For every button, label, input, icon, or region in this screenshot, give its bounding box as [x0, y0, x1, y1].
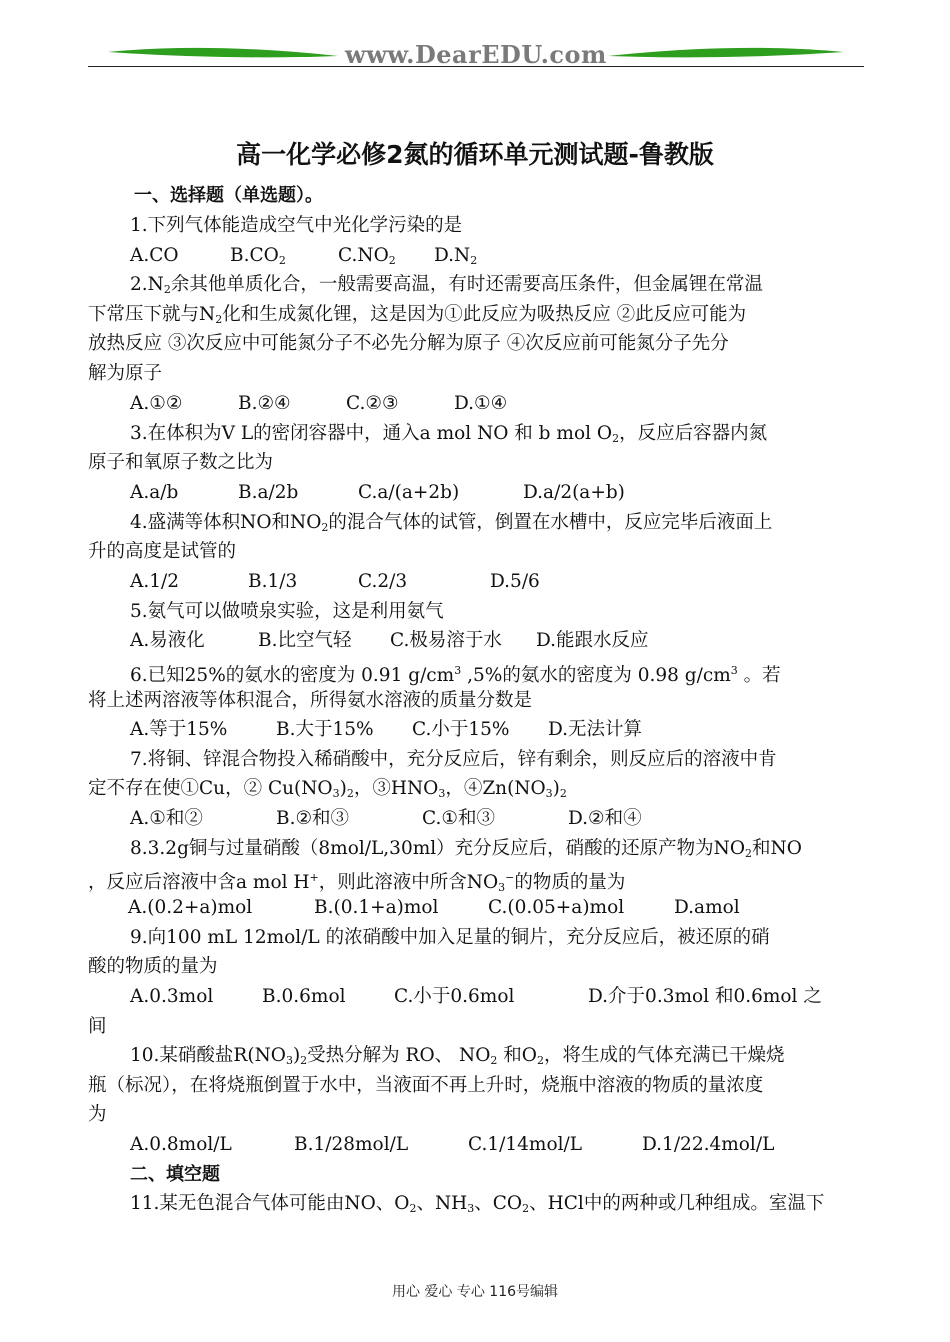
option-a: A.等于15%	[130, 719, 228, 740]
option-c: C.小于15%	[412, 719, 510, 740]
question-2-stem-line1: $2.N_2$余其他单质化合，一般需要高温，有时还需要高压条件，但金属锂在常温	[130, 274, 763, 296]
option-b: B.1/28mol/L	[294, 1134, 409, 1155]
question-9-stem-line1: 9.向100 mL 12mol/L 的浓硝酸中加入足量的铜片，充分反应后，被还原的硝	[130, 927, 770, 948]
option-d: D.介于0.3mol 和0.6mol 之	[588, 986, 822, 1007]
question-2-stem-line3: 放热反应 ③次反应中可能氮分子不必先分解为原子 ④次反应前可能氮分子先分	[88, 333, 729, 354]
option-b: B.1/3	[248, 571, 298, 592]
question-8-options	[128, 895, 740, 921]
option-a: A.①和②	[130, 808, 203, 829]
option-b: B.0.6mol	[262, 986, 346, 1007]
question-10-options	[130, 1132, 774, 1158]
option-b: B.a/2b	[238, 482, 299, 503]
option-d: D.①④	[454, 393, 508, 414]
question-7-stem-line2: 定不存在使①Cu，② $Cu(NO_3)_2$，$③HNO_3$，$④Zn(NO_3)_2$	[88, 778, 567, 800]
question-6-options	[130, 717, 642, 743]
question-3-options	[130, 480, 625, 506]
question-3-stem-line2: 原子和氧原子数之比为	[88, 452, 274, 473]
option-b: B.比空气轻	[258, 630, 352, 651]
option-a: A.a/b	[130, 482, 179, 503]
option-c: C.极易溶于水	[390, 630, 502, 651]
question-3-stem-line1: 3.在体积为V L的密闭容器中，通入a mol NO 和 b mol $O_2$，反应后容器内氮	[130, 423, 768, 445]
section-heading-choice: 一、选择题（单选题）。	[134, 185, 323, 206]
question-4-options	[130, 569, 540, 595]
option-b: B.(0.1+a)mol	[314, 897, 439, 918]
page-footer: 用心 爱心 专心 116号编辑	[391, 1284, 559, 1300]
option-a: A.易液化	[130, 630, 205, 651]
question-2-options	[130, 391, 507, 417]
option-d: D.5/6	[490, 571, 540, 592]
question-9-options	[130, 984, 822, 1010]
question-11-stem: 11.某无色混合气体可能由NO、$O_2$、$NH_3$、$CO_2$、HCl中的两种或几种组成。室温下	[130, 1193, 825, 1215]
question-4-stem-line1: 4.盛满等体积NO和$NO_2$的混合气体的试管，倒置在水槽中，反应完毕后液面上	[130, 512, 773, 534]
question-1-stem: 1.下列气体能造成空气中光化学污染的是	[130, 215, 463, 236]
option-b: B.②和③	[276, 808, 350, 829]
question-8-stem-line1: 8.3.2g铜与过量硝酸（8mol/L,30ml）充分反应后，硝酸的还原产物为$NO_2$和NO	[130, 838, 802, 860]
question-4-stem-line2: 升的高度是试管的	[88, 541, 237, 562]
question-5-options	[130, 628, 649, 654]
option-d: $D.N_2$	[434, 245, 478, 267]
option-a: A.CO	[130, 245, 179, 266]
option-d: D.②和④	[568, 808, 642, 829]
option-d: D.能跟水反应	[536, 630, 649, 651]
option-d: D.1/22.4mol/L	[642, 1134, 775, 1155]
option-c: $C.NO_2$	[338, 245, 396, 267]
question-10-stem-line3: 为	[88, 1104, 107, 1125]
option-a: A.0.3mol	[130, 986, 214, 1007]
question-9-option-d-wrap: 间	[88, 1016, 107, 1037]
option-a: A.(0.2+a)mol	[128, 897, 253, 918]
option-c: C.①和③	[422, 808, 495, 829]
question-6-stem-line1: 6.已知25%的氨水的密度为 0.91 $g/cm^3$ ,5%的氨水的密度为 0.98 $g/cm^3$ 。若	[130, 664, 781, 686]
page-title: 高一化学必修2氮的循环单元测试题-鲁教版	[236, 140, 714, 169]
option-d: D.a/2(a+b)	[523, 482, 625, 503]
question-8-stem-line2: ，反应后溶液中含a mol H+，则此溶液中所含$NO_3^-$的物质的量为	[88, 871, 626, 894]
option-c: C.(0.05+a)mol	[488, 897, 625, 918]
option-c: C.2/3	[358, 571, 408, 592]
question-2-stem-line2: 下常压下就与$N_2$化和生成氮化锂，这是因为①此反应为吸热反应 ②此反应可能为	[88, 304, 747, 326]
option-a: A.1/2	[130, 571, 180, 592]
question-9-stem-line2: 酸的物质的量为	[88, 956, 218, 977]
option-a: A.0.8mol/L	[130, 1134, 232, 1155]
option-c: C.小于0.6mol	[394, 986, 515, 1007]
option-c: C.1/14mol/L	[468, 1134, 583, 1155]
question-7-stem-line1: 7.将铜、锌混合物投入稀硝酸中，充分反应后，锌有剩余，则反应后的溶液中肯	[130, 749, 777, 770]
question-6-stem-line2: 将上述两溶液等体积混合，所得氨水溶液的质量分数是	[88, 690, 533, 711]
site-logo[interactable]: www.DearEDU.com	[345, 40, 607, 69]
option-b: B.大于15%	[276, 719, 374, 740]
question-1-options	[130, 243, 477, 274]
header-rule	[88, 66, 864, 67]
option-c: C.②③	[346, 393, 399, 414]
option-a: A.①②	[130, 393, 183, 414]
question-7-options	[130, 806, 642, 832]
option-d: D.amol	[674, 897, 740, 918]
question-10-stem-line2: 瓶（标况），在将烧瓶倒置于水中，当液面不再上升时，烧瓶中溶液的物质的量浓度	[88, 1075, 764, 1096]
question-2-stem-line4: 解为原子	[88, 363, 163, 384]
option-c: C.a/(a+2b)	[358, 482, 460, 503]
option-b: $B.CO_2$	[230, 245, 286, 267]
option-d: D.无法计算	[548, 719, 643, 740]
question-5-stem: 5.氨气可以做喷泉实验，这是利用氨气	[130, 601, 444, 622]
option-b: B.②④	[238, 393, 291, 414]
section-heading-fill: 二、填空题	[130, 1164, 220, 1185]
question-10-stem-line1: 10.某硝酸盐$R(NO_3)_2$受热分解为 RO、 $NO_2$ 和$O_2$，将生成的气体充满已干燥烧	[130, 1045, 785, 1067]
